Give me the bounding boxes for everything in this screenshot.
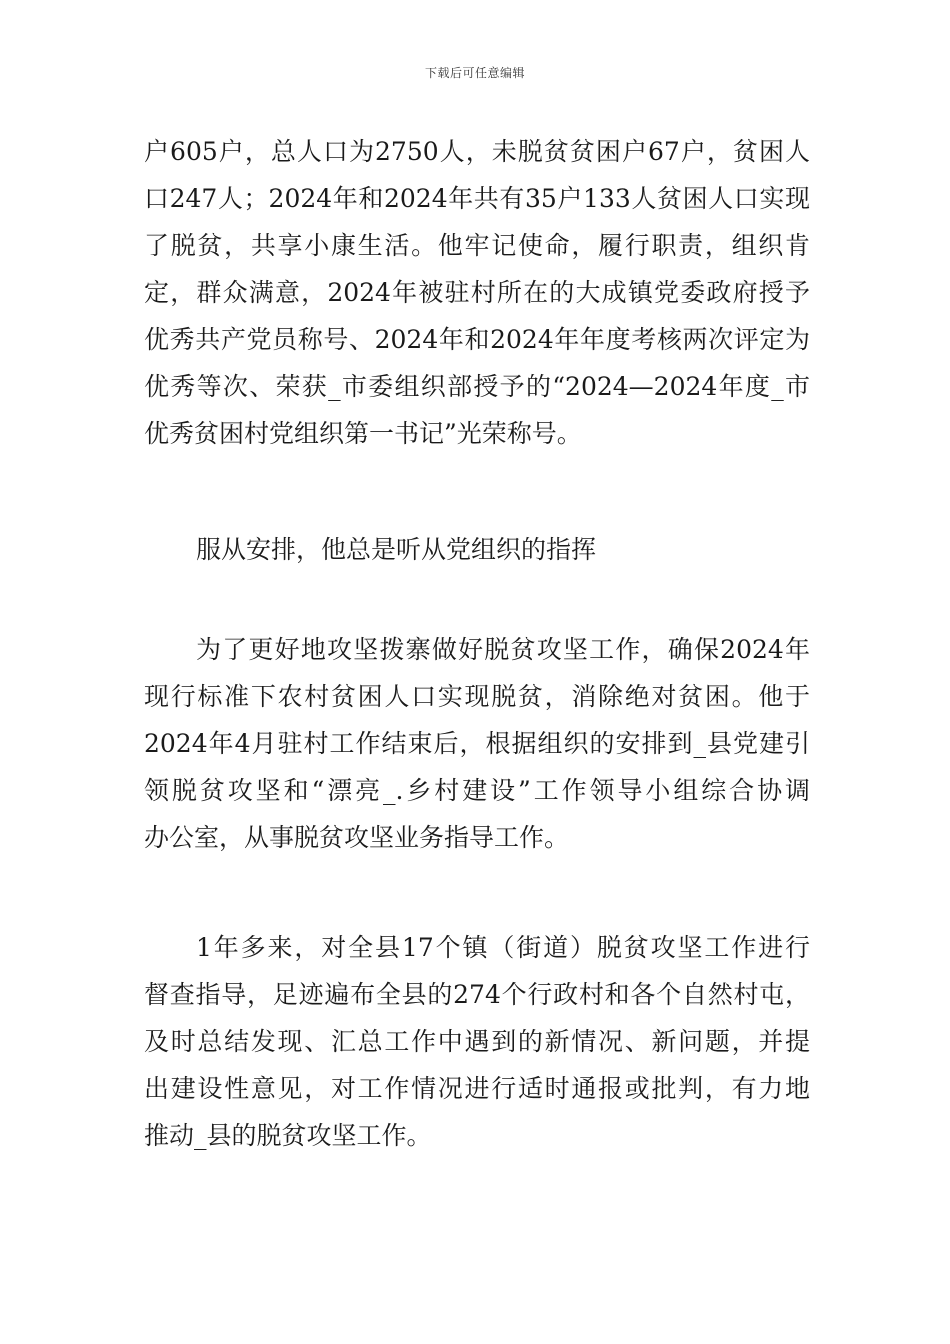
page-header: 下载后可任意编辑: [424, 66, 525, 80]
paragraph-line: 出建设性意见，对工作情况进行适时通报或批判，有力地: [144, 1074, 810, 1103]
paragraph-line: 现行标准下农村贫困人口实现脱贫，消除绝对贫困。他于: [144, 682, 810, 711]
paragraph-line: 1年多来，对全县17个镇（街道）脱贫攻坚工作进行: [196, 933, 810, 962]
paragraph-line: 优秀共产党员称号、2024年和2024年年度考核两次评定为: [144, 325, 810, 354]
section-heading-text: 服从安排，他总是听从党组织的指挥: [196, 535, 597, 564]
paragraph-line: 户605户，总人口为2750人，未脱贫贫困户67户，贫困人: [144, 137, 810, 166]
paragraph-line: 口247人；2024年和2024年共有35户133人贫困人口实现: [144, 184, 810, 213]
paragraph-line: 及时总结发现、汇总工作中遇到的新情况、新问题，并提: [144, 1027, 810, 1056]
section-heading: [144, 526, 810, 573]
paragraph-achievements: [144, 128, 810, 457]
paragraph-line: 为了更好地攻坚拨寨做好脱贫攻坚工作，确保2024年: [196, 635, 810, 664]
paragraph-line: 优秀等次、荣获_市委组织部授予的“2024—2024年度_市: [144, 372, 810, 401]
paragraph-line: 领脱贫攻坚和“漂亮_.乡村建设”工作领导小组综合协调: [144, 776, 810, 805]
paragraph-line: 办公室，从事脱贫攻坚业务指导工作。: [144, 823, 570, 852]
paragraph-assignment: [144, 626, 810, 861]
paragraph-line: 优秀贫困村党组织第一书记”光荣称号。: [144, 419, 582, 448]
paragraph-line: 了脱贫，共享小康生活。他牢记使命，履行职责，组织肯: [144, 231, 810, 260]
paragraph-supervision: [144, 924, 810, 1159]
paragraph-line: 定，群众满意，2024年被驻村所在的大成镇党委政府授予: [144, 278, 810, 307]
paragraph-line: 督查指导，足迹遍布全县的274个行政村和各个自然村屯，: [144, 980, 810, 1009]
paragraph-line: 2024年4月驻村工作结束后，根据组织的安排到_县党建引: [144, 729, 810, 758]
paragraph-line: 推动_县的脱贫攻坚工作。: [144, 1121, 432, 1150]
